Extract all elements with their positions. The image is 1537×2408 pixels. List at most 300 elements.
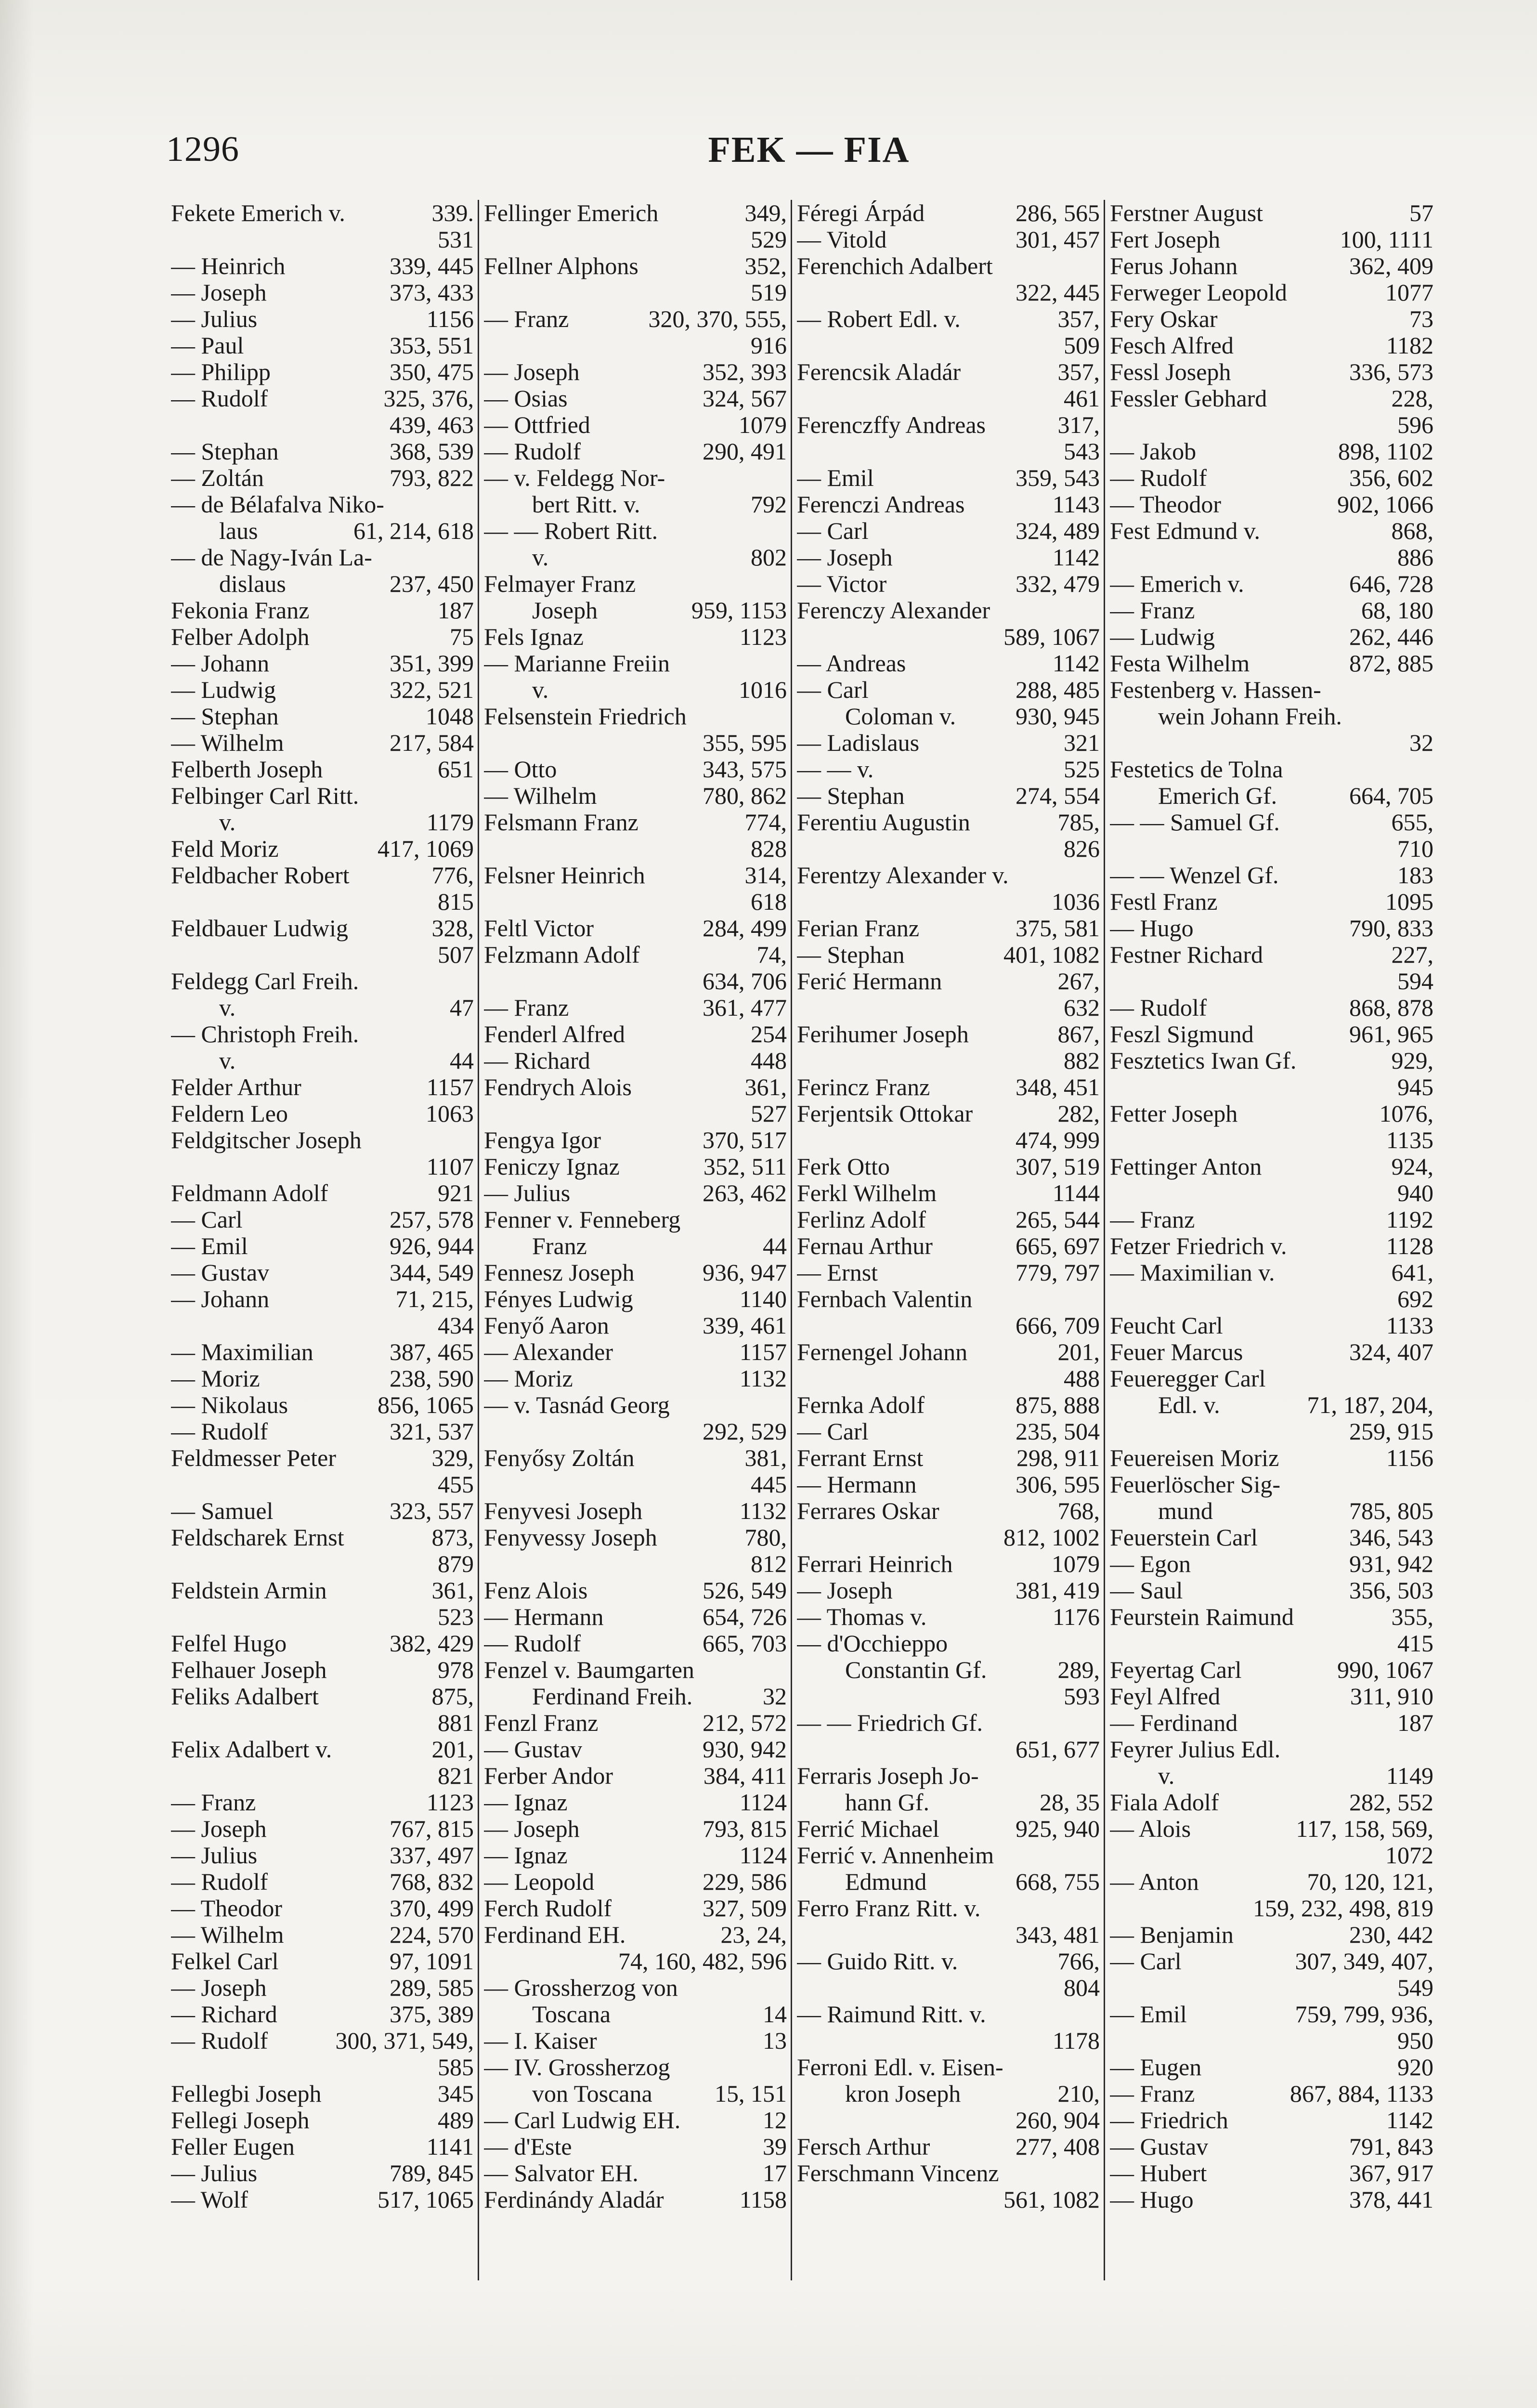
entry-pages: 307, 349, 407,: [1295, 1948, 1433, 1975]
entry-pages: 332, 479: [1016, 571, 1100, 597]
entry-pages: 867,: [1057, 1021, 1100, 1047]
index-entry-line: [171, 677, 474, 703]
entry-name: — — Wenzel Gf.: [1110, 862, 1279, 889]
entry-pages: 417, 1069: [378, 836, 474, 862]
index-entry-line: [797, 1153, 1100, 1180]
entry-pages: 329,: [431, 1445, 474, 1471]
entry-name: Felsenstein Friedrich: [484, 703, 687, 730]
entry-name: — Ludwig: [171, 677, 276, 703]
entry-name: — Salvator EH.: [484, 2160, 638, 2186]
index-entry-line: [171, 624, 474, 650]
entry-name: Feldmann Adolf: [171, 1180, 328, 1206]
index-entry-line: [171, 1763, 474, 1789]
entry-name: — Joseph: [484, 1816, 580, 1842]
entry-name: Fernengel Johann: [797, 1339, 968, 1365]
index-entry-line: [484, 730, 787, 756]
entry-name: — Wolf: [171, 2186, 248, 2213]
entry-name: — Theodor: [1110, 491, 1221, 518]
index-entry-line: [797, 1365, 1100, 1392]
index-entry-line: [484, 465, 787, 491]
entry-pages: 882: [1064, 1047, 1100, 1074]
entry-pages: 284, 499: [703, 915, 787, 942]
entry-pages: 47: [450, 995, 474, 1021]
index-entry-line: [484, 332, 787, 359]
entry-pages: 936, 947: [703, 1259, 787, 1286]
entry-pages: 263, 462: [703, 1180, 787, 1206]
scan-shadow-left: [0, 0, 34, 2408]
index-entry-line: [1110, 1604, 1433, 1630]
entry-name: Fiala Adolf: [1110, 1789, 1219, 1816]
index-entry-line: [797, 1206, 1100, 1233]
entry-name: Ferdinand EH.: [484, 1922, 626, 1948]
index-entry-line: [1110, 2028, 1433, 2054]
index-entry-line: [797, 1100, 1100, 1127]
index-entry-line: [171, 995, 474, 1021]
entry-pages: 961, 965: [1349, 1021, 1433, 1047]
entry-pages: 32: [1409, 730, 1433, 756]
entry-name: dislaus: [219, 571, 286, 597]
entry-pages: 655,: [1391, 809, 1433, 836]
entry-name: — Gustav: [1110, 2133, 1209, 2160]
entry-pages: 217, 584: [390, 730, 474, 756]
entry-name: — — v.: [797, 756, 874, 783]
entry-pages: 634, 706: [703, 968, 787, 995]
entry-name: Fellegbi Joseph: [171, 2081, 322, 2107]
entry-name: — Johann: [171, 1286, 270, 1312]
entry-name: — d'Occhieppo: [797, 1630, 948, 1657]
entry-pages: 17: [763, 2160, 787, 2186]
index-entry-line: [484, 306, 787, 332]
entry-name: Ferjentsik Ottokar: [797, 1100, 973, 1127]
index-entry-line: [171, 1498, 474, 1524]
index-entry-line: [797, 332, 1100, 359]
entry-pages: 370, 499: [390, 1895, 474, 1922]
entry-pages: 692: [1397, 1286, 1433, 1312]
entry-pages: 924,: [1391, 1153, 1433, 1180]
entry-name: bert Ritt. v.: [532, 491, 640, 518]
entry-name: Ferk Otto: [797, 1153, 890, 1180]
entry-pages: 1079: [1052, 1551, 1100, 1577]
index-entry-line: [797, 1021, 1100, 1047]
entry-name: Ferencsik Aladár: [797, 359, 961, 385]
index-entry-line: [484, 1339, 787, 1365]
entry-name: Ferenczffy Andreas: [797, 412, 986, 438]
entry-pages: 201,: [431, 1736, 474, 1763]
index-entry-line: [1110, 253, 1433, 279]
entry-pages: 1095: [1385, 889, 1433, 915]
entry-name: — Joseph: [171, 1816, 267, 1842]
index-entry-line: [484, 1895, 787, 1922]
entry-pages: 525: [1064, 756, 1100, 783]
index-column-2: [479, 200, 792, 2280]
index-entry-line: [171, 1392, 474, 1418]
entry-name: — Franz: [1110, 1206, 1195, 1233]
index-entry-line: [1110, 518, 1433, 544]
entry-pages: 666, 709: [1016, 1312, 1100, 1339]
entry-pages: 940: [1397, 1180, 1433, 1206]
entry-name: — Carl: [1110, 1948, 1182, 1975]
index-entry-line: [797, 306, 1100, 332]
entry-pages: 1107: [426, 1153, 474, 1180]
index-entry-line: [1110, 1895, 1433, 1922]
entry-pages: 929,: [1391, 1047, 1433, 1074]
entry-pages: 1142: [1386, 2107, 1433, 2133]
index-entry-line: [484, 915, 787, 942]
index-entry-line: [171, 968, 474, 995]
index-entry-line: [797, 1657, 1100, 1683]
index-entry-line: [797, 836, 1100, 862]
index-entry-line: [171, 359, 474, 385]
entry-pages: 357,: [1057, 359, 1100, 385]
entry-pages: 585: [438, 2054, 474, 2081]
entry-name: — Joseph: [171, 1975, 267, 2001]
entry-pages: 802: [751, 544, 787, 571]
entry-name: von Toscana: [532, 2081, 652, 2107]
entry-pages: 531: [438, 226, 474, 253]
entry-pages: 489: [438, 2107, 474, 2133]
index-entry-line: [797, 1922, 1100, 1948]
entry-pages: 401, 1082: [1003, 942, 1100, 968]
entry-name: — Rudolf: [1110, 465, 1207, 491]
index-entry-line: [1110, 2186, 1433, 2213]
index-entry-line: [484, 1842, 787, 1869]
index-entry-line: [1110, 650, 1433, 677]
entry-name: — Ernst: [797, 1259, 878, 1286]
entry-name: Constantin Gf.: [845, 1657, 987, 1683]
entry-pages: 767, 815: [390, 1816, 474, 1842]
entry-name: Fels Ignaz: [484, 624, 584, 650]
index-entry-line: [797, 650, 1100, 677]
entry-name: Fenyvessy Joseph: [484, 1524, 657, 1551]
entry-pages: 387, 465: [390, 1339, 474, 1365]
index-entry-line: [171, 412, 474, 438]
entry-pages: 70, 120, 121,: [1307, 1869, 1433, 1895]
entry-name: Fessl Joseph: [1110, 359, 1231, 385]
entry-pages: 868, 878: [1349, 995, 1433, 1021]
index-entry-line: [1110, 836, 1433, 862]
index-entry-line: [1110, 2054, 1433, 2081]
index-columns: [166, 200, 1457, 2280]
entry-pages: 543: [1064, 438, 1100, 465]
entry-name: — Carl: [797, 518, 869, 544]
entry-name: Fery Oskar: [1110, 306, 1218, 332]
index-entry-line: [797, 491, 1100, 518]
entry-pages: 868,: [1391, 518, 1433, 544]
entry-name: Ferdinand Freih.: [532, 1683, 693, 1710]
entry-name: — de Nagy-Iván La-: [171, 544, 372, 571]
index-entry-line: [171, 1339, 474, 1365]
entry-name: — Hermann: [484, 1604, 604, 1630]
entry-name: Felmayer Franz: [484, 571, 636, 597]
entry-pages: 1132: [739, 1498, 787, 1524]
entry-pages: 353, 551: [390, 332, 474, 359]
entry-name: Ferber Andor: [484, 1763, 613, 1789]
index-entry-line: [171, 1418, 474, 1445]
index-entry-line: [1110, 1657, 1433, 1683]
index-entry-line: [797, 862, 1100, 889]
index-entry-line: [1110, 1286, 1433, 1312]
entry-pages: 32: [763, 1683, 787, 1710]
entry-pages: 596: [1397, 412, 1433, 438]
index-entry-line: [171, 465, 474, 491]
index-entry-line: [171, 1842, 474, 1869]
index-entry-line: [171, 756, 474, 783]
index-entry-line: [484, 650, 787, 677]
entry-name: Fernka Adolf: [797, 1392, 925, 1418]
index-entry-line: [171, 1869, 474, 1895]
index-entry-line: [171, 783, 474, 809]
entry-pages: 361,: [744, 1074, 787, 1100]
index-entry-line: [171, 1233, 474, 1259]
index-entry-line: [1110, 1524, 1433, 1551]
entry-pages: 785,: [1057, 809, 1100, 836]
index-entry-line: [797, 226, 1100, 253]
entry-name: Feldern Leo: [171, 1100, 288, 1127]
entry-pages: 646, 728: [1349, 571, 1433, 597]
entry-pages: 368, 539: [390, 438, 474, 465]
entry-pages: 1079: [739, 412, 787, 438]
index-entry-line: [797, 1259, 1100, 1286]
entry-pages: 375, 581: [1016, 915, 1100, 942]
entry-pages: 367, 917: [1349, 2160, 1433, 2186]
entry-pages: 373, 433: [390, 279, 474, 306]
entry-pages: 1158: [739, 2186, 787, 2213]
entry-pages: 902, 1066: [1337, 491, 1433, 518]
entry-pages: 352,: [744, 253, 787, 279]
entry-name: Fellegi Joseph: [171, 2107, 310, 2133]
entry-pages: 875,: [431, 1683, 474, 1710]
entry-pages: 210,: [1057, 2081, 1100, 2107]
index-entry-line: [1110, 1869, 1433, 1895]
entry-pages: 322, 445: [1016, 279, 1100, 306]
entry-pages: 776,: [431, 862, 474, 889]
entry-pages: 651, 677: [1016, 1736, 1100, 1763]
entry-pages: 361, 477: [703, 995, 787, 1021]
entry-name: — Rudolf: [171, 1418, 268, 1445]
entry-name: — Wilhelm: [171, 730, 284, 756]
entry-pages: 828: [751, 836, 787, 862]
entry-name: Fetter Joseph: [1110, 1100, 1238, 1127]
index-entry-line: [1110, 942, 1433, 968]
index-entry-line: [1110, 1816, 1433, 1842]
entry-pages: 517, 1065: [378, 2186, 474, 2213]
index-entry-line: [1110, 279, 1433, 306]
entry-pages: 13: [763, 2028, 787, 2054]
entry-name: Felkel Carl: [171, 1948, 279, 1975]
entry-name: Felberth Joseph: [171, 756, 323, 783]
index-entry-line: [797, 1710, 1100, 1736]
entry-pages: 1157: [739, 1339, 787, 1365]
entry-name: Ferch Rudolf: [484, 1895, 612, 1922]
entry-pages: 759, 799, 936,: [1295, 2001, 1433, 2028]
entry-name: Ferlinz Adolf: [797, 1206, 926, 1233]
entry-pages: 230, 442: [1349, 1922, 1433, 1948]
index-entry-line: [797, 1895, 1100, 1922]
entry-pages: 950: [1397, 2028, 1433, 2054]
index-entry-line: [484, 438, 787, 465]
entry-pages: 288, 485: [1016, 677, 1100, 703]
index-entry-line: [171, 1021, 474, 1047]
index-entry-line: [1110, 756, 1433, 783]
index-entry-line: [484, 2081, 787, 2107]
entry-pages: 265, 544: [1016, 1206, 1100, 1233]
index-entry-line: [484, 1869, 787, 1895]
entry-pages: 57: [1409, 200, 1433, 226]
index-entry-line: [1110, 915, 1433, 942]
index-entry-line: [1110, 465, 1433, 491]
entry-name: kron Joseph: [845, 2081, 961, 2107]
entry-name: Felhauer Joseph: [171, 1657, 327, 1683]
index-entry-line: [797, 1683, 1100, 1710]
index-entry-line: [484, 1763, 787, 1789]
index-entry-line: [484, 809, 787, 836]
index-entry-line: [171, 1816, 474, 1842]
entry-pages: 324, 407: [1349, 1339, 1433, 1365]
entry-name: — Julius: [171, 306, 258, 332]
entry-pages: 774,: [744, 809, 787, 836]
entry-pages: 260, 904: [1016, 2107, 1100, 2133]
entry-name: Festner Richard: [1110, 942, 1263, 968]
entry-name: Fettinger Anton: [1110, 1153, 1262, 1180]
entry-name: Fenyő Aaron: [484, 1312, 609, 1339]
index-entry-line: [484, 1206, 787, 1233]
entry-name: — Julius: [484, 1180, 571, 1206]
entry-name: — Ludwig: [1110, 624, 1215, 650]
entry-name: — Franz: [484, 995, 569, 1021]
index-entry-line: [171, 1630, 474, 1657]
index-entry-line: [484, 1180, 787, 1206]
index-entry-line: [484, 995, 787, 1021]
entry-pages: 415: [1397, 1630, 1433, 1657]
entry-pages: 1142: [1052, 650, 1100, 677]
index-entry-line: [484, 544, 787, 571]
entry-pages: 916: [751, 332, 787, 359]
entry-pages: 359, 543: [1016, 465, 1100, 491]
index-entry-line: [797, 518, 1100, 544]
entry-pages: 224, 570: [390, 1922, 474, 1948]
entry-pages: 44: [450, 1047, 474, 1074]
entry-pages: 618: [751, 889, 787, 915]
page-number: 1296: [166, 130, 239, 169]
index-entry-line: [797, 889, 1100, 915]
index-entry-line: [484, 1577, 787, 1604]
index-entry-line: [797, 1789, 1100, 1816]
entry-pages: 789, 845: [390, 2160, 474, 2186]
index-entry-line: [171, 1948, 474, 1975]
entry-name: — Johann: [171, 650, 270, 677]
entry-name: Franz: [532, 1233, 587, 1259]
entry-pages: 1157: [426, 1074, 474, 1100]
index-entry-line: [797, 544, 1100, 571]
entry-name: Fekonia Franz: [171, 597, 310, 624]
index-entry-line: [1110, 1789, 1433, 1816]
entry-pages: 815: [438, 889, 474, 915]
index-entry-line: [797, 1127, 1100, 1153]
index-entry-line: [1110, 1710, 1433, 1736]
index-entry-line: [1110, 226, 1433, 253]
index-entry-line: [797, 783, 1100, 809]
entry-pages: 68, 180: [1361, 597, 1433, 624]
index-entry-line: [484, 1074, 787, 1100]
entry-pages: 768,: [1057, 1498, 1100, 1524]
index-entry-line: [171, 1471, 474, 1498]
index-entry-line: [797, 200, 1100, 226]
index-entry-line: [171, 889, 474, 915]
index-entry-line: [1110, 677, 1433, 703]
entry-name: Feszl Sigmund: [1110, 1021, 1254, 1047]
entry-pages: 235, 504: [1016, 1418, 1100, 1445]
entry-pages: 259, 915: [1349, 1418, 1433, 1445]
entry-name: Toscana: [532, 2001, 611, 2028]
entry-pages: 529: [751, 226, 787, 253]
entry-pages: 1142: [1052, 544, 1100, 571]
index-entry-line: [484, 1312, 787, 1339]
entry-name: Festl Franz: [1110, 889, 1218, 915]
index-entry-line: [1110, 438, 1433, 465]
index-entry-line: [484, 783, 787, 809]
entry-name: Feldstein Armin: [171, 1577, 327, 1604]
index-entry-line: [797, 2160, 1100, 2186]
entry-name: — Emerich v.: [1110, 571, 1244, 597]
entry-name: hann Gf.: [845, 1789, 929, 1816]
entry-name: — Carl: [171, 1206, 243, 1233]
index-entry-line: [484, 2186, 787, 2213]
entry-name: — Jakob: [1110, 438, 1197, 465]
entry-pages: 325, 376,: [383, 385, 474, 412]
entry-name: — Raimund Ritt. v.: [797, 2001, 986, 2028]
index-entry-line: [1110, 1074, 1433, 1100]
entry-pages: 1182: [1386, 332, 1433, 359]
index-entry-line: [797, 1816, 1100, 1842]
index-entry-line: [171, 253, 474, 279]
entry-pages: 348, 451: [1016, 1074, 1100, 1100]
entry-pages: 1036: [1052, 889, 1100, 915]
entry-name: — Theodor: [171, 1895, 282, 1922]
index-entry-line: [797, 1577, 1100, 1604]
index-entry-line: [797, 1392, 1100, 1418]
entry-pages: 183: [1397, 862, 1433, 889]
entry-name: Feucht Carl: [1110, 1312, 1223, 1339]
entry-name: Ferenczy Alexander: [797, 597, 990, 624]
index-entry-line: [171, 438, 474, 465]
entry-pages: 212, 572: [703, 1710, 787, 1736]
index-entry-line: [171, 1365, 474, 1392]
entry-pages: 71, 187, 204,: [1307, 1392, 1433, 1418]
entry-name: — Benjamin: [1110, 1922, 1234, 1948]
entry-pages: 509: [1064, 332, 1100, 359]
index-entry-line: [1110, 1392, 1433, 1418]
entry-name: — Joseph: [797, 1577, 893, 1604]
entry-pages: 311, 910: [1350, 1683, 1433, 1710]
index-entry-line: [484, 703, 787, 730]
index-entry-line: [484, 1100, 787, 1127]
entry-pages: 298, 911: [1016, 1445, 1100, 1471]
entry-pages: 339, 461: [703, 1312, 787, 1339]
entry-pages: 549: [1397, 1975, 1433, 2001]
entry-name: — Emil: [1110, 2001, 1187, 2028]
index-entry-line: [797, 412, 1100, 438]
index-entry-line: [484, 2160, 787, 2186]
entry-pages: 1123: [739, 624, 787, 650]
entry-pages: 229, 586: [703, 1869, 787, 1895]
index-entry-line: [484, 412, 787, 438]
entry-name: Joseph: [532, 597, 598, 624]
entry-name: — Thomas v.: [797, 1604, 927, 1630]
index-entry-line: [484, 2133, 787, 2160]
index-entry-line: [1110, 624, 1433, 650]
index-entry-line: [797, 942, 1100, 968]
index-entry-line: [171, 1895, 474, 1922]
